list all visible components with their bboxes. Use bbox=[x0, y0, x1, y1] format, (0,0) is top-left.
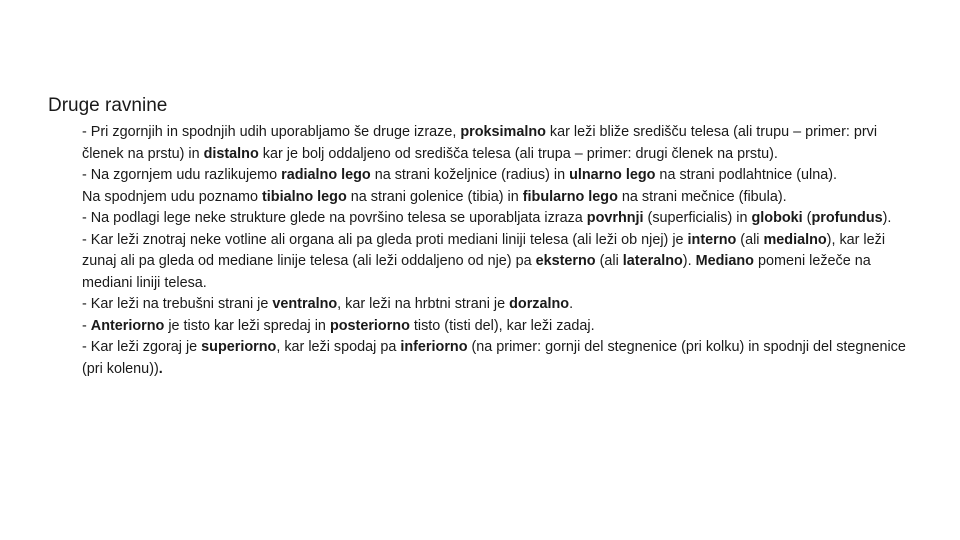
text-run: - Pri zgornjih in spodnjih udih uporabljamo še druge izraze, bbox=[82, 124, 461, 140]
text-run: , kar leži na hrbtni strani je bbox=[337, 296, 510, 313]
text-run: ( bbox=[802, 210, 812, 227]
term-bold: proksimalno bbox=[460, 124, 546, 140]
text-run: na strani golenice (tibia) in bbox=[346, 188, 523, 205]
term-bold: ulnarno lego bbox=[569, 167, 656, 184]
text-run: - Kar leži zgoraj je bbox=[82, 339, 202, 356]
term-bold: fibularno lego bbox=[522, 188, 618, 205]
text-run: (superficialis) in bbox=[643, 210, 752, 227]
text-run: na strani podlahtnice (ulna). bbox=[655, 167, 838, 184]
text-run: - bbox=[82, 317, 91, 334]
term-bold: superiorno bbox=[201, 339, 277, 356]
text-run: kar je bolj oddaljeno od središča telesa (ali trupa – primer: drugi členek na prstu). bbox=[258, 145, 778, 162]
term-bold: profundus bbox=[811, 210, 883, 227]
text-run: - Na podlagi lege neke strukture glede na površino telesa se uporabljata izraza bbox=[82, 210, 587, 227]
term-bold: ventralno bbox=[272, 296, 338, 313]
term-bold: eksterno bbox=[535, 253, 596, 270]
body-paragraph bbox=[82, 165, 912, 187]
body-paragraph bbox=[82, 337, 912, 380]
text-run: , kar leži spodaj pa bbox=[276, 339, 401, 356]
slide-heading: Druge ravnine bbox=[48, 95, 168, 116]
text-run: (ali bbox=[736, 231, 764, 248]
text-run: . bbox=[569, 296, 574, 313]
term-bold: lateralno bbox=[622, 253, 683, 270]
text-run: ). bbox=[882, 210, 892, 227]
body-paragraph bbox=[82, 122, 912, 165]
body-paragraph bbox=[82, 316, 912, 338]
term-bold: Anteriorno bbox=[90, 317, 165, 334]
term-bold: radialno lego bbox=[281, 167, 371, 184]
body-paragraph bbox=[82, 187, 912, 209]
text-run: - Kar leži na trebušni strani je bbox=[82, 296, 273, 313]
term-bold: dorzalno bbox=[509, 296, 570, 313]
text-run: (na primer: gornji del stegnenice (pri kolku) in spodnji del stegnenice (pri kolenu)) bbox=[82, 339, 906, 378]
text-run: Na spodnjem udu poznamo bbox=[82, 188, 262, 205]
text-run: na strani mečnice (fibula). bbox=[617, 188, 787, 205]
term-bold: globoki bbox=[751, 210, 803, 227]
term-bold: interno bbox=[687, 231, 737, 248]
text-run: - Na zgornjem udu razlikujemo bbox=[82, 167, 282, 184]
text-run: ), kar leži zunaj ali pa gleda od mediane linije telesa (ali leži oddaljeno od nje) pa bbox=[82, 231, 886, 270]
term-bold: povrhnji bbox=[586, 210, 644, 227]
text-run: - Kar leži znotraj neke votline ali organa ali pa gleda proti mediani liniji telesa (ali leži ob njej) je bbox=[82, 231, 688, 248]
term-bold: distalno bbox=[203, 145, 259, 162]
term-bold: inferiorno bbox=[400, 339, 468, 356]
text-run: tisto (tisti del), kar leži zadaj. bbox=[409, 317, 595, 334]
text-run: ). bbox=[682, 253, 696, 270]
body-paragraph bbox=[82, 294, 912, 316]
body-paragraph bbox=[82, 230, 912, 295]
term-bold: medialno bbox=[763, 231, 827, 248]
term-bold: Mediano bbox=[695, 253, 754, 270]
text-run: na strani koželjnice (radius) in bbox=[370, 167, 570, 184]
text-run: kar leži bliže središču telesa (ali trupu – primer: prvi členek na prstu) in bbox=[82, 124, 878, 162]
term-bold: . bbox=[158, 361, 163, 378]
body-paragraph bbox=[82, 208, 912, 230]
slide-body bbox=[82, 122, 912, 381]
text-run: (ali bbox=[595, 253, 623, 270]
text-run: je tisto kar leži spredaj in bbox=[164, 317, 330, 334]
term-bold: tibialno lego bbox=[262, 188, 347, 205]
text-run: pomeni ležeče na mediani liniji telesa. bbox=[82, 253, 871, 291]
term-bold: posteriorno bbox=[329, 317, 410, 334]
